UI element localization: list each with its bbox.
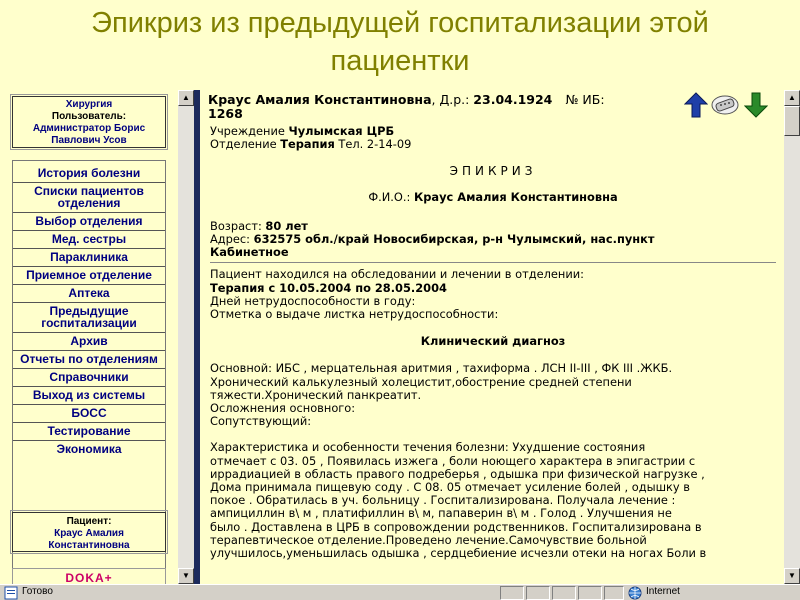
status-cell bbox=[526, 586, 550, 600]
department-label: Отделение bbox=[210, 137, 281, 152]
diagnosis-line: тяжести.Хронический панкреатит. bbox=[210, 387, 422, 402]
menu-item-boss[interactable]: БОСС bbox=[13, 405, 165, 423]
menu-item-paraclinic[interactable]: Параклиника bbox=[13, 249, 165, 267]
header-text bbox=[208, 93, 658, 121]
scroll-up-icon[interactable]: ▲ bbox=[784, 90, 800, 106]
status-cell bbox=[604, 586, 624, 600]
menu-item-logout[interactable]: Выход из системы bbox=[13, 387, 165, 405]
scroll-down-icon[interactable]: ▼ bbox=[178, 568, 194, 584]
address-label: Адрес: bbox=[210, 232, 254, 247]
patient-name: Краус Амалия bbox=[54, 528, 124, 539]
status-cell bbox=[500, 586, 524, 600]
user-label: Пользователь: bbox=[51, 111, 127, 122]
course-line: покое . Обратилась в уч. больницу . Госпитализирована. Получала лечение : bbox=[210, 493, 676, 508]
course-line: ампициллин в\ м , платифиллин в\ м, папаверин в\ м . Голод . Улучшения не bbox=[210, 506, 672, 521]
dob-label: , Д.р.: bbox=[431, 92, 474, 107]
menu-item-previous-hospitalizations[interactable]: Предыдущие госпитализации bbox=[13, 303, 165, 333]
menu-item-select-department[interactable]: Выбор отделения bbox=[13, 213, 165, 231]
institution-label: Учреждение bbox=[210, 124, 289, 138]
age-label: Возраст: bbox=[210, 218, 266, 233]
menu-item-department-reports[interactable]: Отчеты по отделениям bbox=[13, 351, 165, 369]
arrow-up-icon[interactable] bbox=[684, 92, 708, 118]
slide-title bbox=[0, 4, 800, 88]
menu-item-admission[interactable]: Приемное отделение bbox=[13, 267, 165, 285]
ib-label: № ИБ: bbox=[565, 92, 605, 107]
department-line bbox=[210, 138, 776, 151]
doc-scrollbar[interactable] bbox=[784, 90, 800, 584]
header-dob: 23.04.1924 bbox=[473, 92, 553, 107]
sick-leave: Отметка о выдаче листка нетрудоспособности: bbox=[210, 307, 499, 322]
patient-label: Пациент: bbox=[66, 516, 112, 527]
document-title: ЭПИКРИЗ bbox=[449, 164, 537, 179]
patient-name: Константиновна bbox=[48, 540, 130, 551]
nav-panel bbox=[0, 90, 178, 584]
phone-value: Тел. 2-14-09 bbox=[334, 137, 412, 152]
frame-divider bbox=[178, 90, 200, 584]
course-line: Дома принимала пищевую соду . С 08. 05 отмечает усиление болей , одышку в bbox=[210, 480, 690, 495]
user-info-box bbox=[12, 96, 166, 148]
nav-scrollbar[interactable] bbox=[178, 90, 194, 584]
course-line: иррадиацией в область правого подреберья , одышка при физической нагрузке , bbox=[210, 466, 705, 481]
stay-period bbox=[210, 282, 776, 295]
patient-header bbox=[200, 90, 784, 124]
slide-title-line: пациентки bbox=[330, 45, 470, 77]
status-text: Готово bbox=[22, 586, 53, 597]
page-icon bbox=[4, 586, 18, 600]
course-line: улучшилось,уменьшилась одышка , сердцебиение исчезли отеки на ногах Боли в bbox=[210, 546, 707, 561]
security-zone: Internet bbox=[646, 586, 680, 597]
slide-title-line: Эпикриз из предыдущей госпитализации этой bbox=[91, 7, 709, 39]
course-line: было . Доставлена в ЦРБ в сопровождении родственников. Госпитализирована в bbox=[210, 519, 702, 534]
arrow-down-icon[interactable] bbox=[744, 92, 768, 118]
diagnosis-title: Клинический диагноз bbox=[420, 334, 566, 349]
address-line bbox=[210, 233, 776, 246]
scroll-up-icon[interactable]: ▲ bbox=[178, 90, 194, 106]
doka-logo: DOKA+ bbox=[12, 568, 166, 584]
globe-icon bbox=[628, 586, 642, 600]
epicrisis-document bbox=[200, 124, 784, 584]
address-line bbox=[210, 246, 776, 259]
course-line: Характеристика и особенности течения болезни: Ухудшение состояния bbox=[210, 440, 646, 455]
status-cell bbox=[552, 586, 576, 600]
diagnosis-line: Хронический калькулезный холецистит,обострение средней степени bbox=[210, 374, 632, 389]
fio-value: Краус Амалия Константиновна bbox=[413, 189, 618, 204]
stay-period-value: Терапия с 10.05.2004 по 28.05.2004 bbox=[210, 280, 447, 295]
menu-item-references[interactable]: Справочники bbox=[13, 369, 165, 387]
disability-days: Дней нетрудоспособности в году: bbox=[210, 293, 416, 308]
fio-line bbox=[210, 191, 776, 204]
diagnosis-line: Сопутствующий: bbox=[210, 414, 312, 429]
user-name: Павлович Усов bbox=[51, 135, 127, 146]
menu-item-history[interactable]: История болезни bbox=[13, 165, 165, 183]
current-department: Хирургия bbox=[65, 99, 113, 110]
menu-item-testing[interactable]: Тестирование bbox=[13, 423, 165, 441]
menu-item-economics[interactable]: Экономика bbox=[56, 442, 122, 456]
browser-window bbox=[0, 90, 800, 600]
status-bar bbox=[0, 584, 800, 600]
patient-info-box bbox=[12, 512, 166, 552]
age-value: 80 лет bbox=[265, 218, 308, 233]
address-value: Кабинетное bbox=[210, 245, 289, 260]
course-line: терапевтическое отделение.Проведено лечение.Самочувствие больной bbox=[210, 532, 647, 547]
divider bbox=[210, 262, 776, 263]
diagnosis-line: Осложнения основного: bbox=[210, 401, 356, 416]
address-value: 632575 обл./край Новосибирская, р-н Чулымский, нас.пункт bbox=[253, 232, 655, 247]
menu-item-pharmacy[interactable]: Аптека bbox=[13, 285, 165, 303]
scroll-down-icon[interactable]: ▼ bbox=[784, 568, 800, 584]
department-value: Терапия bbox=[280, 137, 335, 152]
scroll-thumb[interactable] bbox=[784, 106, 800, 136]
menu-item-patient-lists[interactable]: Списки пациентов отделения bbox=[13, 183, 165, 213]
course-line: отмечает с 03. 05 , Появилась изжега , боли ноющего характера в эпигастрии с bbox=[210, 453, 696, 468]
status-cell bbox=[578, 586, 602, 600]
stay-intro: Пациент находился на обследовании и лечении в отделении: bbox=[210, 267, 584, 282]
institution-value: Чулымская ЦРБ bbox=[288, 124, 395, 138]
diagnosis-line: Основной: ИБС , мерцательная аритмия , тахиформа . ЛСН II-III , ФК III .ЖКБ. bbox=[210, 361, 673, 376]
menu-item-nurses[interactable]: Мед. сестры bbox=[13, 231, 165, 249]
bandage-icon[interactable] bbox=[710, 92, 740, 118]
ib-number: 1268 bbox=[208, 106, 243, 121]
menu-item-archive[interactable]: Архив bbox=[13, 333, 165, 351]
header-patient-name: Краус Амалия Константиновна bbox=[208, 92, 432, 107]
fio-label: Ф.И.О.: bbox=[368, 189, 414, 204]
user-role: Администратор Борис bbox=[32, 123, 146, 134]
